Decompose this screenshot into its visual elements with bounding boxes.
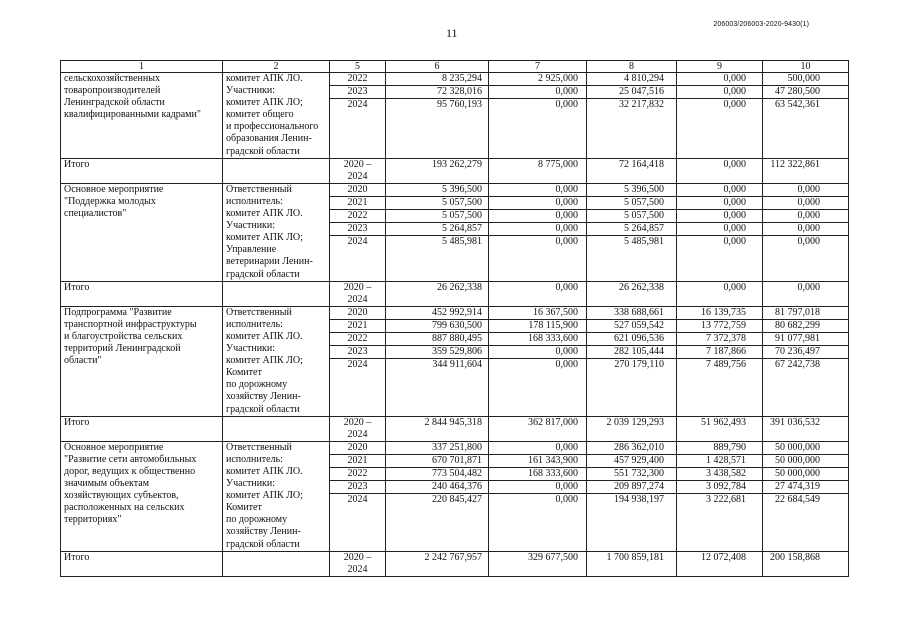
value-cell-c6: 337 251,800 bbox=[386, 441, 489, 454]
value-cell-c6: 220 845,427 bbox=[386, 494, 489, 551]
responsible-executor-line: комитет АПК ЛО; bbox=[226, 97, 303, 109]
year-cell: 2022 bbox=[330, 332, 386, 345]
total-value-c6: 2 242 767,957 bbox=[386, 551, 489, 576]
value-cell-c7: 0,000 bbox=[489, 99, 587, 158]
value-cell-c6: 240 464,376 bbox=[386, 481, 489, 494]
total-value-c8: 72 164,418 bbox=[587, 158, 677, 183]
value-cell-c10: 91 077,981 bbox=[763, 332, 849, 345]
year-cell: 2024 bbox=[330, 359, 386, 416]
value-cell-c6: 95 760,193 bbox=[386, 99, 489, 158]
measure-name-line: и благоустройства сельских bbox=[64, 330, 183, 342]
value-cell-c10: 0,000 bbox=[763, 183, 849, 196]
total-value-c7: 8 775,000 bbox=[489, 158, 587, 183]
responsible-executor-line: Ответственный bbox=[226, 183, 292, 195]
period-cell bbox=[330, 551, 386, 576]
year-cell: 2023 bbox=[330, 223, 386, 236]
year-cell: 2023 bbox=[330, 481, 386, 494]
total-value-c8: 2 039 129,293 bbox=[587, 416, 677, 441]
measure-name-line: Ленинградской области bbox=[64, 97, 165, 109]
column-header: 6 bbox=[386, 61, 489, 73]
year-cell: 2021 bbox=[330, 319, 386, 332]
table-row bbox=[61, 441, 849, 454]
total-value-c10: 0,000 bbox=[763, 281, 849, 306]
measure-name-line: значимым объектам bbox=[64, 478, 150, 490]
period-cell-line: 2024 bbox=[347, 170, 368, 182]
total-value-c7: 0,000 bbox=[489, 281, 587, 306]
measure-name-line: сельскохозяйственных bbox=[64, 73, 160, 84]
year-cell: 2021 bbox=[330, 196, 386, 209]
responsible-executor-line: Комитет bbox=[226, 367, 262, 379]
total-label: Итого bbox=[61, 158, 223, 183]
responsible-executor-line: исполнитель: bbox=[226, 195, 283, 207]
total-value-c9: 0,000 bbox=[677, 281, 763, 306]
value-cell-c10: 70 236,497 bbox=[763, 346, 849, 359]
value-cell-c10: 81 797,018 bbox=[763, 306, 849, 319]
value-cell-c10: 0,000 bbox=[763, 196, 849, 209]
value-cell-c8: 5 485,981 bbox=[587, 236, 677, 281]
value-cell-c9: 0,000 bbox=[677, 183, 763, 196]
responsible-executor-line: комитет АПК ЛО; bbox=[226, 232, 303, 244]
empty-cell bbox=[223, 416, 330, 441]
value-cell-c9: 889,790 bbox=[677, 441, 763, 454]
year-cell: 2022 bbox=[330, 73, 386, 86]
period-cell-line: 2020 – bbox=[343, 416, 372, 428]
value-cell-c7: 0,000 bbox=[489, 196, 587, 209]
total-value-c6: 2 844 945,318 bbox=[386, 416, 489, 441]
responsible-executor-line: хозяйству Ленин- bbox=[226, 391, 301, 403]
document-code: 206003/206003-2020-9430(1) bbox=[713, 21, 809, 28]
total-value-c8: 26 262,338 bbox=[587, 281, 677, 306]
value-cell-c7: 0,000 bbox=[489, 86, 587, 99]
value-cell-c6: 670 701,871 bbox=[386, 454, 489, 467]
value-cell-c7: 2 925,000 bbox=[489, 73, 587, 86]
value-cell-c10: 0,000 bbox=[763, 210, 849, 223]
budget-table bbox=[60, 60, 849, 577]
measure-name-line: Основное мероприятие bbox=[64, 183, 164, 195]
value-cell-c8: 209 897,274 bbox=[587, 481, 677, 494]
measure-name-line: территориях" bbox=[64, 514, 122, 526]
measure-name-line: дорог, ведущих к общественно bbox=[64, 466, 196, 477]
responsible-executor-line: Участники: bbox=[226, 85, 276, 97]
measure-name-line: товаропроизводителей bbox=[64, 85, 161, 97]
value-cell-c8: 5 057,500 bbox=[587, 210, 677, 223]
value-cell-c7: 0,000 bbox=[489, 359, 587, 416]
responsible-executor-line: комитет АПК ЛО; bbox=[226, 490, 303, 502]
value-cell-c6: 5 264,857 bbox=[386, 223, 489, 236]
total-value-c9: 12 072,408 bbox=[677, 551, 763, 576]
responsible-executor-line: градской области bbox=[226, 538, 300, 550]
value-cell-c9: 3 222,681 bbox=[677, 494, 763, 551]
responsible-executor-line: комитет АПК ЛО. bbox=[226, 73, 303, 84]
value-cell-c6: 887 880,495 bbox=[386, 332, 489, 345]
total-value-c9: 0,000 bbox=[677, 158, 763, 183]
measure-name bbox=[61, 73, 223, 159]
value-cell-c9: 3 092,784 bbox=[677, 481, 763, 494]
total-value-c10: 200 158,868 bbox=[763, 551, 849, 576]
responsible-executor bbox=[223, 306, 330, 416]
year-cell: 2023 bbox=[330, 86, 386, 99]
total-value-c6: 26 262,338 bbox=[386, 281, 489, 306]
responsible-executor-line: хозяйству Ленин- bbox=[226, 526, 301, 538]
measure-name-line: территорий Ленинградской bbox=[64, 343, 181, 355]
value-cell-c10: 47 280,500 bbox=[763, 86, 849, 99]
total-value-c6: 193 262,279 bbox=[386, 158, 489, 183]
period-cell-line: 2020 – bbox=[343, 281, 372, 293]
measure-name-line: хозяйствующих субъектов, bbox=[64, 490, 179, 502]
value-cell-c6: 359 529,806 bbox=[386, 346, 489, 359]
year-cell: 2021 bbox=[330, 454, 386, 467]
value-cell-c8: 621 096,536 bbox=[587, 332, 677, 345]
column-header: 9 bbox=[677, 61, 763, 73]
responsible-executor-line: ветеринарии Ленин- bbox=[226, 256, 313, 268]
period-cell bbox=[330, 281, 386, 306]
value-cell-c8: 4 810,294 bbox=[587, 73, 677, 86]
value-cell-c10: 63 542,361 bbox=[763, 99, 849, 158]
responsible-executor-line: комитет АПК ЛО. bbox=[226, 466, 303, 477]
total-row bbox=[61, 158, 849, 183]
value-cell-c8: 194 938,197 bbox=[587, 494, 677, 551]
value-cell-c10: 67 242,738 bbox=[763, 359, 849, 416]
value-cell-c10: 22 684,549 bbox=[763, 494, 849, 551]
year-cell: 2022 bbox=[330, 468, 386, 481]
value-cell-c7: 16 367,500 bbox=[489, 306, 587, 319]
year-cell: 2024 bbox=[330, 236, 386, 281]
measure-name-line: транспортной инфраструктуры bbox=[64, 318, 197, 330]
value-cell-c9: 1 428,571 bbox=[677, 454, 763, 467]
value-cell-c6: 344 911,604 bbox=[386, 359, 489, 416]
table-row bbox=[61, 183, 849, 196]
page-number: 11 bbox=[446, 26, 458, 40]
value-cell-c8: 25 047,516 bbox=[587, 86, 677, 99]
value-cell-c10: 0,000 bbox=[763, 236, 849, 281]
value-cell-c9: 0,000 bbox=[677, 86, 763, 99]
value-cell-c9: 16 139,735 bbox=[677, 306, 763, 319]
responsible-executor-line: градской области bbox=[226, 268, 300, 280]
period-cell-line: 2024 bbox=[347, 563, 368, 575]
period-cell bbox=[330, 416, 386, 441]
value-cell-c6: 799 630,500 bbox=[386, 319, 489, 332]
total-row bbox=[61, 551, 849, 576]
value-cell-c9: 0,000 bbox=[677, 236, 763, 281]
empty-cell bbox=[223, 551, 330, 576]
measure-name-line: "Поддержка молодых bbox=[64, 195, 156, 207]
measure-name-line: области" bbox=[64, 355, 102, 367]
responsible-executor-line: Участники: bbox=[226, 220, 276, 232]
responsible-executor-line: по дорожному bbox=[226, 379, 288, 391]
value-cell-c7: 161 343,900 bbox=[489, 454, 587, 467]
measure-name-line: квалифицированными кадрами" bbox=[64, 109, 201, 121]
value-cell-c7: 0,000 bbox=[489, 346, 587, 359]
value-cell-c7: 0,000 bbox=[489, 481, 587, 494]
value-cell-c8: 5 264,857 bbox=[587, 223, 677, 236]
responsible-executor-line: градской области bbox=[226, 145, 300, 157]
total-row bbox=[61, 281, 849, 306]
value-cell-c8: 5 396,500 bbox=[587, 183, 677, 196]
total-value-c7: 329 677,500 bbox=[489, 551, 587, 576]
empty-cell bbox=[223, 158, 330, 183]
value-cell-c9: 0,000 bbox=[677, 210, 763, 223]
responsible-executor-line: градской области bbox=[226, 403, 300, 415]
measure-name-line: "Развитие сети автомобильных bbox=[64, 453, 197, 465]
total-value-c8: 1 700 859,181 bbox=[587, 551, 677, 576]
responsible-executor-line: образования Ленин- bbox=[226, 133, 312, 145]
table-body bbox=[61, 73, 849, 577]
total-row bbox=[61, 416, 849, 441]
value-cell-c6: 8 235,294 bbox=[386, 73, 489, 86]
responsible-executor bbox=[223, 183, 330, 281]
responsible-executor-line: комитет общего bbox=[226, 109, 294, 121]
total-label: Итого bbox=[61, 281, 223, 306]
period-cell-line: 2024 bbox=[347, 293, 368, 305]
column-header: 7 bbox=[489, 61, 587, 73]
responsible-executor-line: комитет АПК ЛО. bbox=[226, 330, 303, 342]
value-cell-c9: 3 438,582 bbox=[677, 468, 763, 481]
year-cell: 2020 bbox=[330, 183, 386, 196]
value-cell-c9: 7 187,866 bbox=[677, 346, 763, 359]
responsible-executor-line: Участники: bbox=[226, 343, 276, 355]
column-header: 5 bbox=[330, 61, 386, 73]
responsible-executor-line: Ответственный bbox=[226, 306, 292, 318]
value-cell-c7: 0,000 bbox=[489, 223, 587, 236]
responsible-executor-line: Участники: bbox=[226, 478, 276, 490]
value-cell-c8: 457 929,400 bbox=[587, 454, 677, 467]
period-cell bbox=[330, 158, 386, 183]
measure-name-line: расположенных на сельских bbox=[64, 502, 185, 514]
value-cell-c9: 13 772,759 bbox=[677, 319, 763, 332]
total-label: Итого bbox=[61, 416, 223, 441]
responsible-executor-line: исполнитель: bbox=[226, 453, 283, 465]
value-cell-c7: 178 115,900 bbox=[489, 319, 587, 332]
responsible-executor bbox=[223, 73, 330, 159]
total-label: Итого bbox=[61, 551, 223, 576]
value-cell-c10: 50 000,000 bbox=[763, 468, 849, 481]
value-cell-c10: 27 474,319 bbox=[763, 481, 849, 494]
responsible-executor-line: Комитет bbox=[226, 502, 262, 514]
total-value-c10: 391 036,532 bbox=[763, 416, 849, 441]
column-header: 2 bbox=[223, 61, 330, 73]
total-value-c7: 362 817,000 bbox=[489, 416, 587, 441]
responsible-executor bbox=[223, 441, 330, 551]
value-cell-c6: 5 057,500 bbox=[386, 196, 489, 209]
value-cell-c8: 32 217,832 bbox=[587, 99, 677, 158]
value-cell-c6: 5 485,981 bbox=[386, 236, 489, 281]
responsible-executor-line: комитет АПК ЛО. bbox=[226, 208, 303, 220]
value-cell-c7: 168 333,600 bbox=[489, 468, 587, 481]
period-cell-line: 2024 bbox=[347, 428, 368, 440]
value-cell-c10: 500,000 bbox=[763, 73, 849, 86]
value-cell-c8: 338 688,661 bbox=[587, 306, 677, 319]
year-cell: 2022 bbox=[330, 210, 386, 223]
column-header: 8 bbox=[587, 61, 677, 73]
header-row bbox=[61, 61, 849, 73]
value-cell-c7: 0,000 bbox=[489, 494, 587, 551]
value-cell-c9: 0,000 bbox=[677, 223, 763, 236]
period-cell-line: 2020 – bbox=[343, 158, 372, 170]
value-cell-c7: 0,000 bbox=[489, 236, 587, 281]
value-cell-c10: 50 000,000 bbox=[763, 441, 849, 454]
value-cell-c6: 773 504,482 bbox=[386, 468, 489, 481]
responsible-executor-line: по дорожному bbox=[226, 514, 288, 526]
value-cell-c8: 551 732,300 bbox=[587, 468, 677, 481]
value-cell-c7: 0,000 bbox=[489, 441, 587, 454]
value-cell-c8: 5 057,500 bbox=[587, 196, 677, 209]
value-cell-c6: 452 992,914 bbox=[386, 306, 489, 319]
value-cell-c9: 7 489,756 bbox=[677, 359, 763, 416]
total-value-c9: 51 962,493 bbox=[677, 416, 763, 441]
value-cell-c10: 50 000,000 bbox=[763, 454, 849, 467]
responsible-executor-line: и профессионального bbox=[226, 121, 319, 133]
measure-name-line: специалистов" bbox=[64, 208, 127, 220]
measure-name bbox=[61, 306, 223, 416]
value-cell-c9: 0,000 bbox=[677, 73, 763, 86]
value-cell-c7: 0,000 bbox=[489, 210, 587, 223]
value-cell-c8: 286 362,010 bbox=[587, 441, 677, 454]
value-cell-c7: 0,000 bbox=[489, 183, 587, 196]
value-cell-c8: 270 179,110 bbox=[587, 359, 677, 416]
empty-cell bbox=[223, 281, 330, 306]
value-cell-c10: 0,000 bbox=[763, 223, 849, 236]
column-header: 1 bbox=[61, 61, 223, 73]
measure-name bbox=[61, 183, 223, 281]
value-cell-c6: 5 396,500 bbox=[386, 183, 489, 196]
value-cell-c9: 7 372,378 bbox=[677, 332, 763, 345]
measure-name-line: Подпрограмма "Развитие bbox=[64, 306, 172, 318]
value-cell-c8: 527 059,542 bbox=[587, 319, 677, 332]
column-header: 10 bbox=[763, 61, 849, 73]
value-cell-c6: 5 057,500 bbox=[386, 210, 489, 223]
responsible-executor-line: Ответственный bbox=[226, 441, 292, 453]
responsible-executor-line: Управление bbox=[226, 244, 277, 256]
measure-name-line: Основное мероприятие bbox=[64, 441, 164, 453]
value-cell-c7: 168 333,600 bbox=[489, 332, 587, 345]
year-cell: 2024 bbox=[330, 99, 386, 158]
responsible-executor-line: исполнитель: bbox=[226, 318, 283, 330]
year-cell: 2020 bbox=[330, 306, 386, 319]
year-cell: 2020 bbox=[330, 441, 386, 454]
responsible-executor-line: комитет АПК ЛО; bbox=[226, 355, 303, 367]
period-cell-line: 2020 – bbox=[343, 551, 372, 563]
value-cell-c6: 72 328,016 bbox=[386, 86, 489, 99]
table-row bbox=[61, 306, 849, 319]
year-cell: 2024 bbox=[330, 494, 386, 551]
value-cell-c10: 80 682,299 bbox=[763, 319, 849, 332]
table-row bbox=[61, 73, 849, 86]
measure-name bbox=[61, 441, 223, 551]
value-cell-c8: 282 105,444 bbox=[587, 346, 677, 359]
value-cell-c9: 0,000 bbox=[677, 99, 763, 158]
total-value-c10: 112 322,861 bbox=[763, 158, 849, 183]
year-cell: 2023 bbox=[330, 346, 386, 359]
value-cell-c9: 0,000 bbox=[677, 196, 763, 209]
